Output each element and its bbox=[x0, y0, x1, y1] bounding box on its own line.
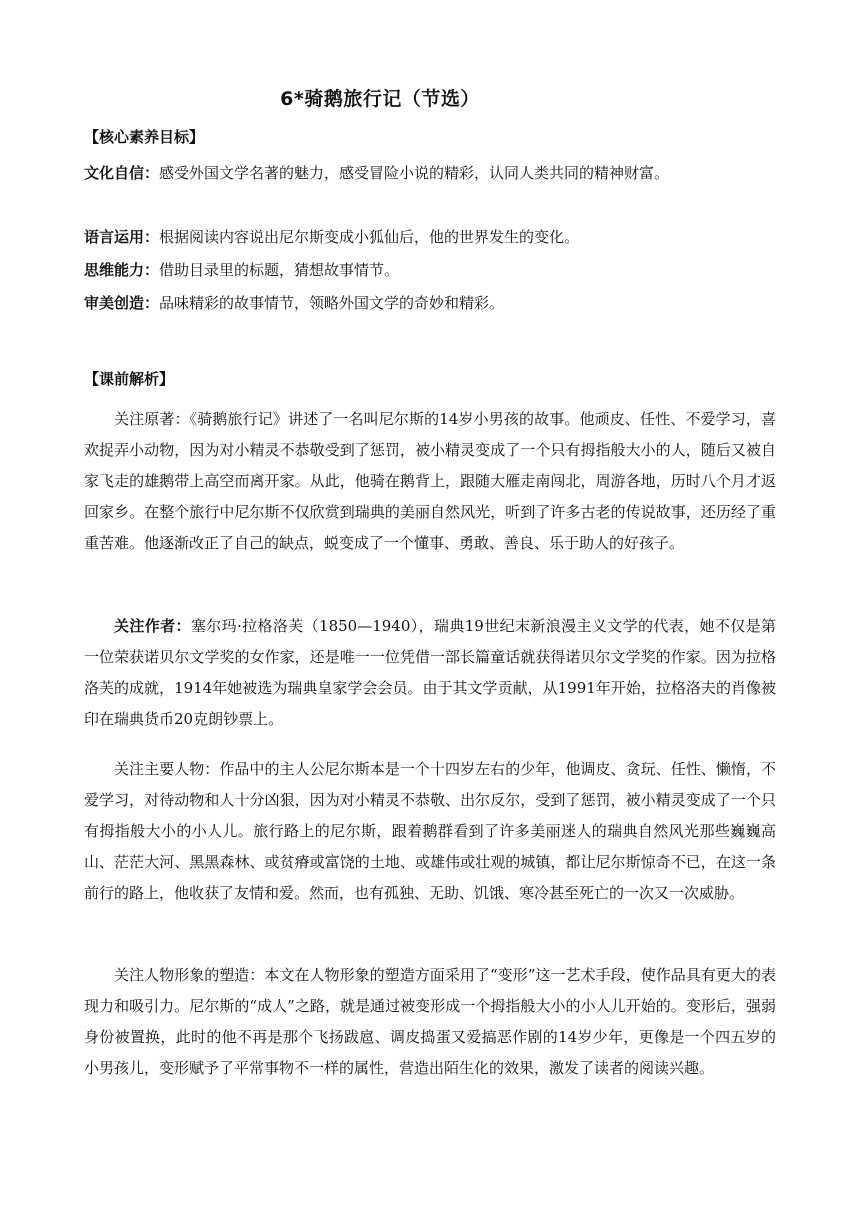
analysis-paragraph-original bbox=[84, 404, 776, 559]
goal-text: 借助目录里的标题，猜想故事情节。 bbox=[159, 261, 400, 279]
paragraph-text: 塞尔玛·拉格洛芙（1850—1940），瑞典19世纪末新浪漫主义文学的代表，她不仅是第一位荣获诺贝尔文学奖的女作家，还是唯一一位凭借一部长篇童话就获得诺贝尔文学奖的作家。因为拉格洛芙的成就，1914年她被选为瑞典皇家学会会员。由于其文学贡献，从1991年开始，拉格洛夫的肖像被印在瑞典货币20克朗钞票上。 bbox=[84, 617, 776, 728]
analysis-paragraph-portrayal bbox=[84, 960, 776, 1084]
goal-label: 文化自信： bbox=[84, 164, 160, 182]
paragraph-text: 关注人物形象的塑造：本文在人物形象的塑造方面采用了“变形”这一艺术手段，使作品具有更大的表现力和吸引力。尼尔斯的“成人”之路，就是通过被变形成一个拇指般大小的小人儿开始的。变形后，强弱身份被置换，此时的他不再是那个飞扬跋扈、调皮捣蛋又爱搞恶作剧的14岁少年，更像是一个四五岁的小男孩儿，变形赋予了平常事物不一样的属性，营造出陌生化的效果，激发了读者的阅读兴趣。 bbox=[84, 966, 776, 1077]
paragraph-text: 关注主要人物：作品中的主人公尼尔斯本是一个十四岁左右的少年，他调皮、贪玩、任性、懒惰，不爱学习，对待动物和人十分凶狠，因为对小精灵不恭敬、出尔反尔，受到了惩罚，被小精灵变成了一个只有拇指般大小的小人儿。旅行路上的尼尔斯，跟着鹅群看到了许多美丽迷人的瑞典自然风光那些巍巍高山、茫茫大河、黑黑森林、或贫瘠或富饶的土地、或雄伟或壮观的城镇，都让尼尔斯惊奇不已，在这一条前行的路上，他收获了友情和爱。然而，也有孤独、无助、饥饿、寒冷甚至死亡的一次又一次威胁。 bbox=[84, 760, 776, 902]
goal-item-language bbox=[84, 225, 776, 249]
goal-text: 感受外国文学名著的魅力，感受冒险小说的精彩，认同人类共同的精神财富。 bbox=[159, 164, 670, 182]
goal-label: 语言运用： bbox=[84, 228, 160, 246]
goal-item-culture bbox=[84, 161, 776, 185]
page-title: 6*骑鹅旅行记（节选） bbox=[280, 88, 480, 110]
paragraph-label: 关注作者： bbox=[114, 617, 191, 635]
goal-item-thinking bbox=[84, 258, 776, 282]
goal-text: 品味精彩的故事情节，领略外国文学的奇妙和精彩。 bbox=[159, 294, 505, 312]
goal-label: 思维能力： bbox=[84, 261, 160, 279]
paragraph-text: 关注原著：《骑鹅旅行记》讲述了一名叫尼尔斯的14岁小男孩的故事。他顽皮、任性、不爱学习，喜欢捉弄小动物，因为对小精灵不恭敬受到了惩罚，被小精灵变成了一个只有拇指般大小的人，随后又被自家飞走的雄鹅带上高空而离开家。从此，他骑在鹅背上，跟随大雁走南闯北，周游各地，历时八个月才返回家乡。在整个旅行中尼尔斯不仅欣赏到瑞典的美丽自然风光，听到了许多古老的传说故事，还历经了重重苦难。他逐渐改正了自己的缺点，蜕变成了一个懂事、勇敢、善良、乐于助人的好孩子。 bbox=[84, 410, 776, 552]
analysis-paragraph-author bbox=[84, 611, 776, 735]
goal-item-aesthetic bbox=[84, 291, 776, 315]
core-goals-heading: 【核心素养目标】 bbox=[84, 128, 205, 146]
goal-text: 根据阅读内容说出尼尔斯变成小狐仙后，他的世界发生的变化。 bbox=[159, 228, 580, 246]
analysis-paragraph-characters bbox=[84, 754, 776, 909]
goal-label: 审美创造： bbox=[84, 294, 160, 312]
analysis-heading: 【课前解析】 bbox=[84, 370, 175, 388]
